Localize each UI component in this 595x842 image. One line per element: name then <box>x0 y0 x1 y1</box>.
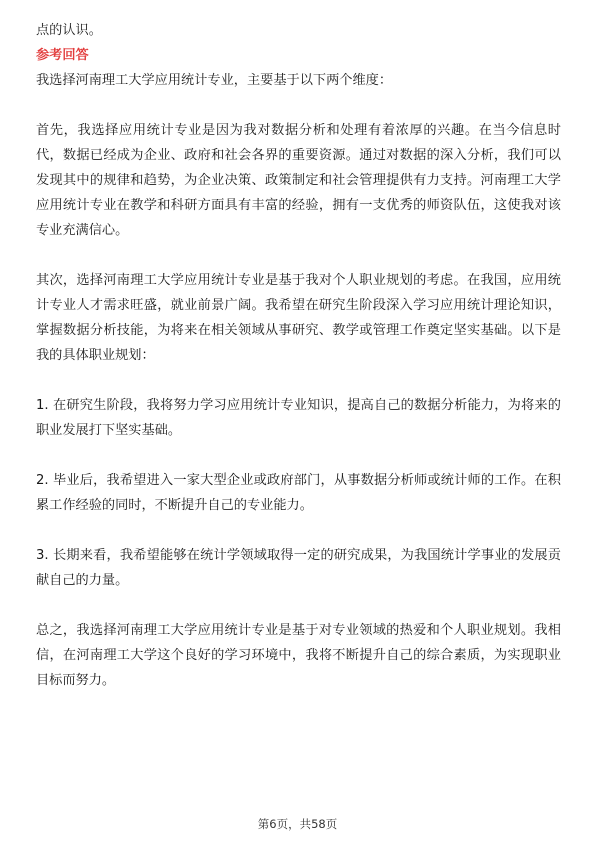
conclusion-paragraph: 总之，我选择河南理工大学应用统计专业是基于对专业领域的热爱和个人职业规划。我相信，在河南理工大学这个良好的学习环境中，我将不断提升自己的综合素质，为实现职业目标而努力。 <box>36 623 561 688</box>
document-page <box>36 18 561 693</box>
spacer <box>36 243 561 268</box>
paragraph-first-reason: 首先，我选择应用统计专业是因为我对数据分析和处理有着浓厚的兴趣。在当今信息时代，数据已经成为企业、政府和社会各界的重要资源。通过对数据的深入分析，我们可以发现其中的规律和趋势，为企业决策、政策制定和社会管理提供有力支持。河南理工大学应用统计专业在教学和科研方面具有丰富的经验，拥有一支优秀的师资队伍，这使我对该专业充满信心。 <box>36 123 561 238</box>
plan-item-1: 1. 在研究生阶段，我将努力学习应用统计专业知识，提高自己的数据分析能力，为将来的职业发展打下坚实基础。 <box>36 398 561 438</box>
spacer <box>36 518 561 543</box>
paragraph-second-reason: 其次，选择河南理工大学应用统计专业是基于我对个人职业规划的考虑。在我国，应用统计专业人才需求旺盛，就业前景广阔。我希望在研究生阶段深入学习应用统计理论知识，掌握数据分析技能，为将来在相关领域从事研究、教学或管理工作奠定坚实基础。以下是我的具体职业规划： <box>36 273 561 363</box>
plan-item-2: 2. 毕业后，我希望进入一家大型企业或政府部门，从事数据分析师或统计师的工作。在积累工作经验的同时，不断提升自己的专业能力。 <box>36 473 561 513</box>
plan-item-3: 3. 长期来看，我希望能够在统计学领域取得一定的研究成果，为我国统计学事业的发展贡献自己的力量。 <box>36 548 561 588</box>
spacer <box>36 368 561 393</box>
section-heading: 参考回答 <box>36 48 89 63</box>
lead-text: 点的认识。 <box>36 23 102 38</box>
spacer <box>36 443 561 468</box>
intro-paragraph: 我选择河南理工大学应用统计专业，主要基于以下两个维度： <box>36 73 393 88</box>
spacer <box>36 93 561 118</box>
spacer <box>36 593 561 618</box>
page-number: 第6页，共58页 <box>257 817 338 831</box>
